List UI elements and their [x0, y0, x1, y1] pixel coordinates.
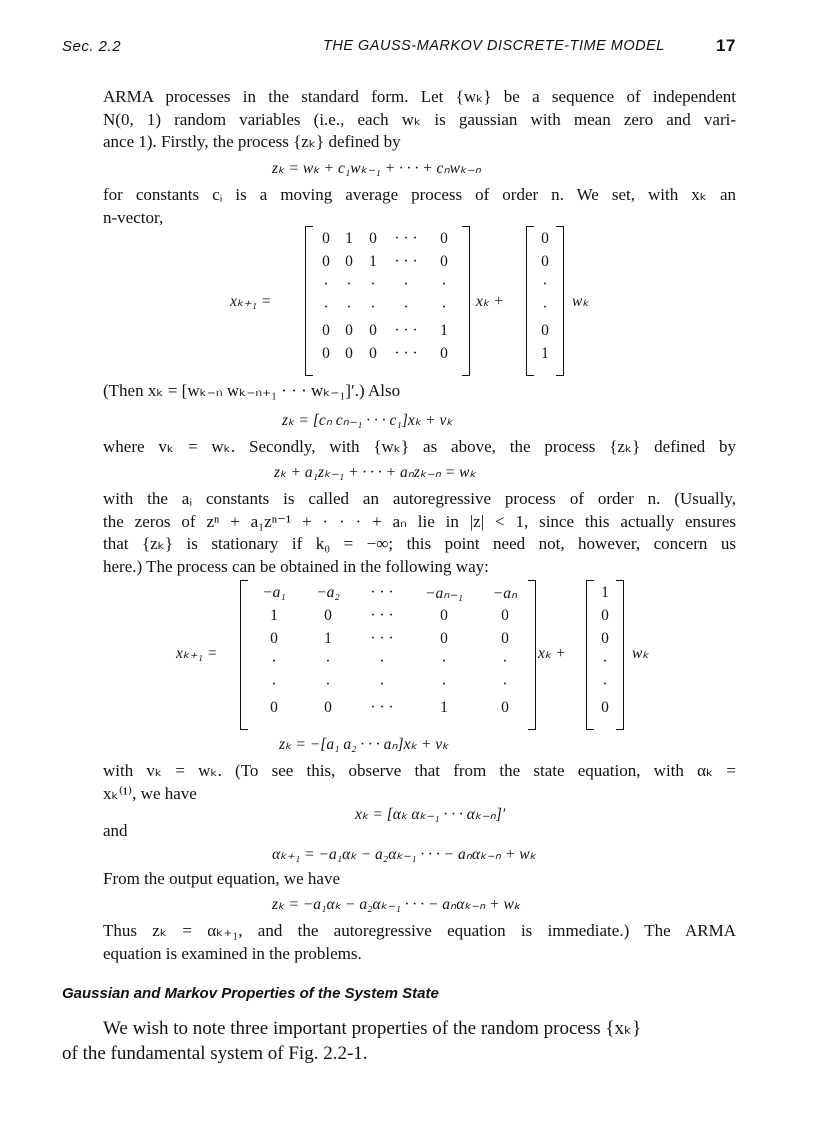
matrix-cell: 0	[440, 630, 448, 647]
equation-state-vector: xₖ = [αₖ αₖ₋₁ · · · αₖ₋ₙ]′	[355, 806, 506, 823]
matrix-cell: ·	[271, 676, 277, 693]
matrix-cell: 0	[270, 699, 278, 716]
matrix-cell: ·	[379, 676, 385, 693]
matrix-cell: ·	[502, 653, 508, 670]
matrix-cell: ·	[370, 299, 376, 316]
matrix-cell: · · ·	[370, 630, 394, 647]
text-line: the zeros of zⁿ + a₁zⁿ⁻¹ + · · · + aₙ lie in |z| < 1, since this actually ensures	[103, 511, 736, 531]
matrix-cell: 0	[440, 230, 448, 247]
text-line: Thus zₖ = αₖ₊₁, and the autoregressive equation is immediate.) The ARMA	[103, 921, 736, 940]
matrix-cell: ·	[325, 653, 331, 670]
matrix-cell: 1	[324, 630, 332, 647]
matrix-cell: · · ·	[394, 230, 418, 247]
matrix-cell: · · ·	[394, 345, 418, 362]
matrix-cell: 0	[324, 699, 332, 716]
matrix-cell: 0	[369, 322, 377, 339]
matrix-cell: ·	[370, 276, 376, 293]
text-line: for constants cᵢ is a moving average process of order n. We set, with xₖ an	[103, 185, 736, 204]
matrix-cell: 1	[440, 699, 448, 716]
matrix-cell: · · ·	[394, 322, 418, 339]
equation-alpha-recursion: αₖ₊₁ = −a₁αₖ − a₂αₖ₋₁ · · · − aₙαₖ₋ₙ + wₖ	[272, 846, 537, 863]
vector-cell: 0	[541, 322, 549, 339]
matrix-cell: 0	[440, 345, 448, 362]
text-line: ance 1). Firstly, the process {zₖ} defined by	[103, 132, 401, 151]
vector-cell: 0	[601, 630, 609, 647]
matrix-cell: 0	[440, 253, 448, 270]
companion-matrix	[240, 580, 536, 730]
paragraph-ma-definition	[103, 184, 736, 229]
matrix-cell: ·	[346, 276, 352, 293]
section-heading: Gaussian and Markov Properties of the System State	[62, 985, 439, 1002]
text-line: and	[103, 821, 128, 840]
text-line: (Then xₖ = [wₖ₋ₙ wₖ₋ₙ₊₁ · · · wₖ₋₁]′.) Also	[103, 381, 401, 400]
matrix-cell: 0	[501, 630, 509, 647]
from-line	[103, 868, 736, 891]
matrix-cell: 1	[440, 322, 448, 339]
vector-cell: ·	[602, 676, 608, 693]
equation-1-rhs: wₖ	[572, 293, 589, 310]
matrix-cell: ·	[379, 653, 385, 670]
text-line: with vₖ = wₖ. (To see this, observe that from the state equation, with αₖ =	[103, 761, 736, 780]
matrix-cell: · · ·	[370, 699, 394, 716]
matrix-cell: 0	[501, 607, 509, 624]
vector-cell: ·	[602, 653, 608, 670]
paragraph-arma-intro	[103, 86, 736, 154]
matrix-cell: ·	[502, 676, 508, 693]
matrix-cell: 1	[369, 253, 377, 270]
matrix-cell: 0	[345, 253, 353, 270]
and-line	[103, 820, 736, 843]
vector-cell: 0	[541, 230, 549, 247]
vector-cell: 1	[601, 584, 609, 601]
matrix-cell: · · ·	[370, 607, 394, 624]
paragraph-ar-definition	[103, 488, 736, 578]
text-line: N(0, 1) random variables (i.e., each wₖ is gaussian with mean zero and vari-	[103, 109, 736, 129]
text-line: where vₖ = wₖ. Secondly, with {wₖ} as above, the process {zₖ} defined by	[103, 437, 736, 456]
final-paragraph-line-2: of the fundamental system of Fig. 2.2-1.	[62, 1043, 368, 1064]
equation-output-alpha: zₖ = −a₁αₖ − a₂αₖ₋₁ · · · − aₙαₖ₋ₙ + wₖ	[272, 896, 521, 913]
vector-cell: 0	[541, 253, 549, 270]
input-vector-2	[586, 580, 624, 730]
matrix-cell: ·	[346, 299, 352, 316]
matrix-cell: ·	[441, 276, 447, 293]
matrix-cell: ·	[441, 676, 447, 693]
where-line	[103, 436, 736, 459]
equation-moving-average: zₖ = wₖ + c₁wₖ₋₁ + · · · + cₙwₖ₋ₙ	[272, 160, 481, 177]
final-paragraph-line-1: We wish to note three important properties of the random process {xₖ}	[103, 1018, 642, 1039]
text-line: here.) The process can be obtained in the following way:	[103, 556, 489, 576]
running-title: THE GAUSS-MARKOV DISCRETE-TIME MODEL	[323, 38, 665, 54]
section-label: Sec. 2.2	[62, 38, 122, 55]
equation-2-lhs: xₖ₊₁ =	[176, 645, 218, 662]
matrix-cell: 0	[322, 230, 330, 247]
vector-cell: ·	[542, 276, 548, 293]
then-line	[103, 380, 736, 403]
matrix-cell: ·	[403, 299, 409, 316]
matrix-cell: ·	[271, 653, 277, 670]
matrix-cell: ·	[323, 299, 329, 316]
matrix-cell: ·	[323, 276, 329, 293]
matrix-cell: ·	[403, 276, 409, 293]
matrix-cell: ·	[441, 299, 447, 316]
equation-1-middle: xₖ +	[476, 293, 504, 310]
vector-cell: 0	[601, 607, 609, 624]
vector-cell: 1	[541, 345, 549, 362]
matrix-cell: −aₙ	[492, 585, 518, 602]
matrix-cell: 0	[345, 345, 353, 362]
matrix-cell: 0	[501, 699, 509, 716]
matrix-cell: ·	[325, 676, 331, 693]
matrix-cell: −a₁	[262, 584, 286, 601]
matrix-cell: 0	[440, 607, 448, 624]
matrix-cell: ·	[441, 653, 447, 670]
text-line: n-vector,	[103, 207, 164, 227]
matrix-cell: 0	[322, 253, 330, 270]
matrix-cell: 0	[322, 322, 330, 339]
matrix-cell: 0	[369, 345, 377, 362]
text-line: that {zₖ} is stationary if k₀ = −∞; this point need not, however, concern us	[103, 534, 736, 553]
matrix-cell: −aₙ₋₁	[425, 585, 463, 602]
matrix-cell: −a₂	[316, 584, 340, 601]
text-line: ARMA processes in the standard form. Let {wₖ} be a sequence of independent	[103, 87, 736, 106]
text-line: with the aᵢ constants is called an autoregressive process of order n. (Usually,	[103, 489, 736, 508]
vector-cell: ·	[542, 299, 548, 316]
equation-2-middle: xₖ +	[538, 645, 566, 662]
text-line: xₖ⁽¹⁾, we have	[103, 783, 197, 803]
equation-1-lhs: xₖ₊₁ =	[230, 293, 272, 310]
equation-2-rhs: wₖ	[632, 645, 649, 662]
shift-matrix	[305, 226, 470, 376]
matrix-cell: 0	[324, 607, 332, 624]
vector-cell: 0	[601, 699, 609, 716]
matrix-cell: · · ·	[370, 584, 394, 601]
matrix-cell: 0	[322, 345, 330, 362]
input-vector	[526, 226, 564, 376]
equation-output-ma: zₖ = [cₙ cₙ₋₁ · · · c₁]xₖ + vₖ	[282, 412, 454, 429]
matrix-cell: · · ·	[394, 253, 418, 270]
matrix-cell: 1	[345, 230, 353, 247]
text-line: From the output equation, we have	[103, 869, 341, 888]
page-number: 17	[716, 36, 736, 55]
equation-output-ar: zₖ = −[a₁ a₂ · · · aₙ]xₖ + vₖ	[279, 736, 449, 753]
paragraph-conclusion	[103, 920, 736, 965]
matrix-cell: 0	[270, 630, 278, 647]
text-line: equation is examined in the problems.	[103, 943, 362, 963]
matrix-cell: 1	[270, 607, 278, 624]
matrix-cell: 0	[369, 230, 377, 247]
equation-autoregressive: zₖ + a₁zₖ₋₁ + · · · + aₙzₖ₋ₙ = wₖ	[274, 464, 477, 481]
paragraph-state-equation	[103, 760, 736, 805]
matrix-cell: 0	[345, 322, 353, 339]
